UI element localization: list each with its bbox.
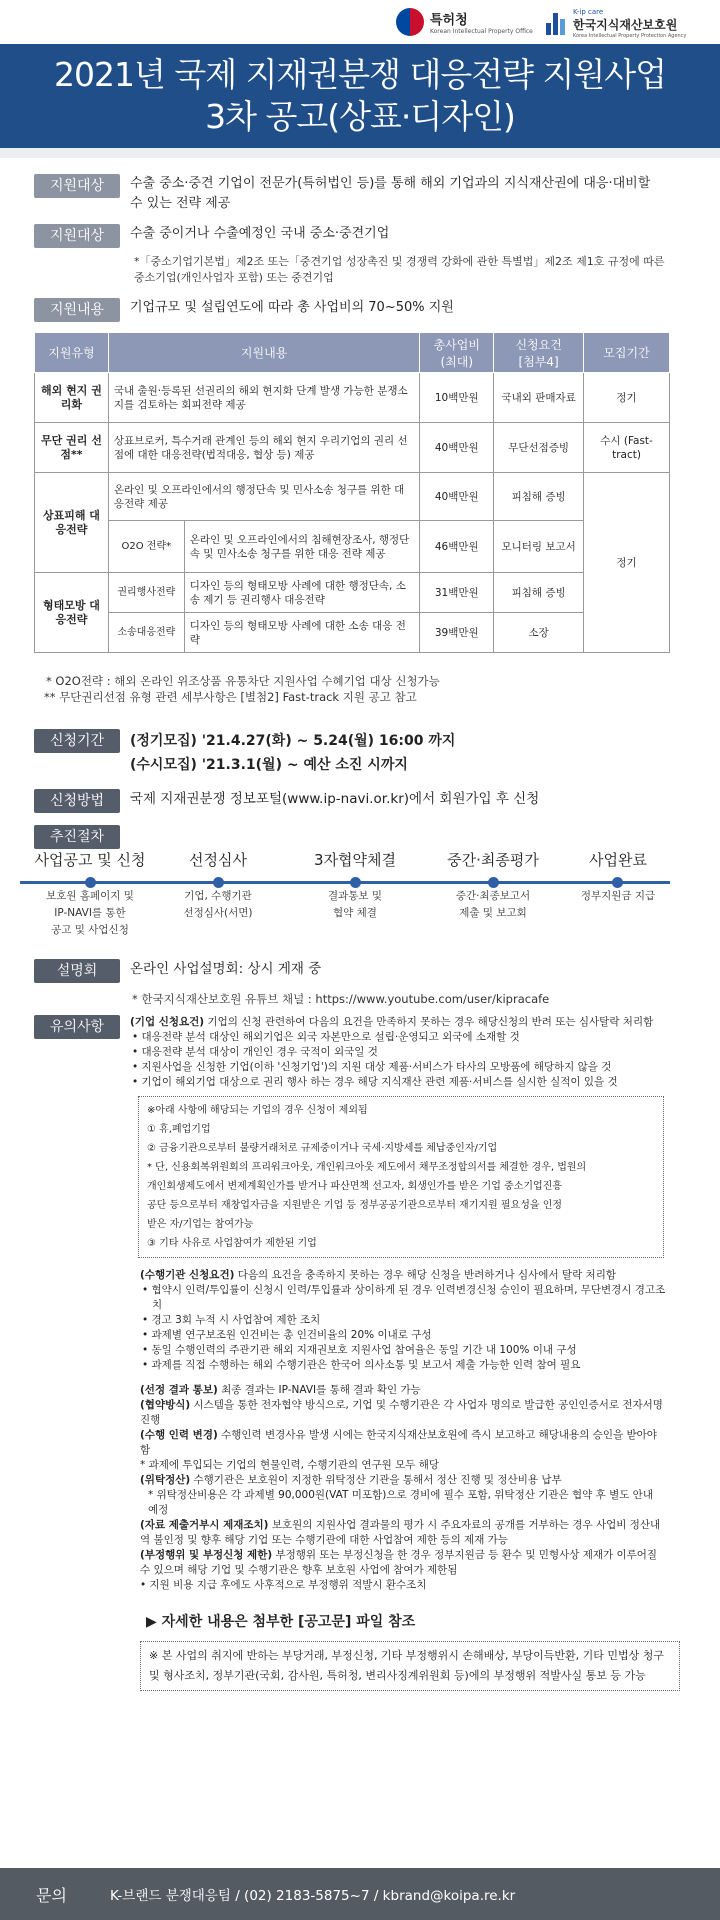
briefing-text: 온라인 사업설명회: 상시 게재 중	[130, 961, 322, 977]
cell-cost: 39백만원	[420, 613, 494, 653]
step-desc: 결과통보 및 협약 체결	[327, 890, 383, 919]
koipa-mark-icon	[546, 13, 568, 35]
koipa-logo-small: K-ip care	[573, 8, 604, 16]
target2-text: 수출 중이거나 수출예정인 국내 중소·중견기업	[130, 226, 390, 241]
page-title-line2: 3차 공고(상표·디자인)	[205, 97, 515, 136]
cell-cost: 40백만원	[420, 423, 494, 473]
cell-period: 정기	[584, 373, 670, 423]
method-section	[34, 789, 686, 813]
cell-desc: 온라인 및 오프라인에서의 침해현장조사, 행정단속 및 민사소송 청구를 위한 대응 전략 제공	[184, 521, 420, 573]
agency-paragraph: (수행기관 신청요건) 다음의 요건을 충족하지 못하는 경우 해당 신청을 반려하거나 심사에서 탈락 처리함	[140, 1269, 616, 1281]
step-desc: 기업, 수행기관 선정심사(서면)	[183, 890, 253, 919]
th-content: 지원내용	[108, 333, 419, 373]
footer-contact: K-브랜드 분쟁대응팀 / (02) 2183-5875~7 / kbrand@koipa.re.kr	[110, 1888, 516, 1904]
req-bullet: • 기업이 해외기업 대상으로 권리 행사 하는 경우 해당 지식재산 관련 제품·서비스를 실시한 실적이 있을 것	[132, 1076, 618, 1088]
koipa-logo-en: Korea Intellectual Property Protection Agency	[573, 33, 687, 39]
cell-cost: 40백만원	[420, 473, 494, 521]
target2-note: *「중소기업기본법」제2조 또는「중견기업 성장촉진 및 경쟁력 강화에 관한 특별법」제2조 제1호 규정에 따른 중소기업(개인사업자 포함) 또는 중견기업	[134, 255, 665, 284]
table-row	[35, 473, 670, 521]
agency-bullet: • 동일 수행인력의 주관기관 해외 지재권보호 지원사업 참여율은 동일 기간 내 100% 이내 구성	[142, 1344, 577, 1356]
process-section	[34, 825, 686, 849]
exclusion-note: 공단 등으로부터 재창업자금을 지원받은 기업 등 정부공공기관으로부터 재기지원 필요성을 인정	[147, 1200, 563, 1211]
cell-cost: 46백만원	[420, 521, 494, 573]
kipo-logo-name: 특허청	[430, 13, 468, 28]
penalty-box: ※ 본 사업의 취지에 반하는 부당거래, 부정신청, 기타 부정행위시 손해배상, 부당이득반환, 기타 민법상 청구 및 형사조치, 정부기관(국회, 감사원, 특허청, 변리사징계위원회 등)에의 부정행위 적발사실 통보 등 가능	[140, 1641, 680, 1691]
other-notices	[140, 1383, 666, 1593]
step-title: 중간·최종평가	[447, 851, 539, 869]
cell-desc: 온라인 및 오프라인에서의 행정단속 및 민사소송 청구를 위한 대응전략 제공	[108, 473, 419, 521]
table-note-1: * O2O전략 : 해외 온라인 위조상품 유통차단 지원사업 수혜기업 대상 신청가능	[46, 674, 440, 688]
sanction-notice: (자료 제출거부시 제재조치) 보호원의 지원사업 결과물의 평가 시 주요자료의 공개를 거부하는 경우 사업비 정산내역 불인정 및 향후 해당 기업 또는 수행기관에 대한 사업참여 제한 등의 제재 가능	[140, 1519, 661, 1546]
step-desc: 보호원 홈페이지 및 IP-NAVI를 통한 공고 및 사업신청	[46, 890, 134, 936]
process-tag: 추진절차	[34, 825, 120, 849]
briefing-youtube: * 한국지식재산보호원 유튜브 채널 : https://www.youtube.com/user/kipracafe	[132, 992, 550, 1006]
briefing-section	[34, 959, 686, 983]
process-step	[20, 849, 160, 939]
fraud-notice: (부정행위 및 부정신청 제한) 부정행위 또는 부정신청을 한 경우 정부지원금 등 환수 및 민형사상 제재가 이루어질 수 있으며 해당 기업 및 수행기관은 향후 보호원 사업에 참여가 제한됨	[140, 1549, 658, 1576]
step-title: 3자협약체결	[314, 851, 396, 869]
agreement-notice: (협약방식) 시스템을 통한 전자협약 방식으로, 기업 및 수행기관은 각 사업자 명의로 발급한 공인인증서로 전자서명 진행	[140, 1399, 663, 1426]
target1-section	[34, 174, 686, 214]
cell-desc: 국내 출원·등록된 선권리의 해외 현지화 단계 발생 가능한 분쟁소지를 검토하는 회피전략 제공	[108, 373, 419, 423]
cell-subtype: 권리행사전략	[108, 573, 184, 613]
cell-type: 무단 권리 선점**	[35, 423, 109, 473]
notice-section	[34, 1015, 686, 1090]
table-row	[35, 423, 670, 473]
table-header-row	[35, 333, 670, 373]
table-row	[35, 521, 670, 573]
exclusion-title: ※아래 사항에 해당되는 기업의 경우 신청이 제외됨	[147, 1105, 368, 1116]
briefing-tag: 설명회	[34, 959, 120, 983]
cell-cost: 31백만원	[420, 573, 494, 613]
content-text: 기업규모 및 설립연도에 따라 총 사업비의 70~50% 지원	[130, 300, 454, 315]
notice-body	[130, 1015, 660, 1090]
target2-tag: 지원대상	[34, 224, 120, 248]
table-note-2: ** 무단권리선점 유형 관련 세부사항은 [별첨2] Fast-track 지원 공고 참고	[44, 690, 417, 704]
exclusion-box	[138, 1096, 664, 1258]
cell-desc: 디자인 등의 형태모방 사례에 대한 행정단속, 소송 제기 등 권리행사 대응전략	[184, 573, 420, 613]
exclusion-note: * 단, 신용회복위원회의 프리워크아웃, 개인워크아웃 제도에서 채무조정합의서를 체결한 경우, 법원의	[147, 1162, 587, 1173]
more-info: ▶ 자세한 내용은 첨부한 [공고문] 파일 참조	[146, 1614, 416, 1630]
cell-req: 소장	[494, 613, 584, 653]
exclusion-item: ③ 기타 사유로 사업참여가 제한된 기업	[147, 1238, 317, 1249]
cell-req: 무단선점증빙	[494, 423, 584, 473]
req-bullet: • 대응전략 분석 대상이 개인인 경우 국적이 외국일 것	[132, 1046, 378, 1058]
req-paragraph: (기업 신청요건) 기업의 신청 관련하여 다음의 요건을 만족하지 못하는 경우 해당신청의 반려 또는 심사탈락 처리함	[130, 1016, 654, 1028]
cell-req: 모니터링 보고서	[494, 521, 584, 573]
step-title: 선정심사	[189, 851, 247, 869]
agency-bullet: • 과제별 연구보조원 인건비는 총 인건비율의 20% 이내로 구성	[142, 1329, 432, 1341]
cell-cost: 10백만원	[420, 373, 494, 423]
process-step	[565, 849, 671, 905]
th-requirement: 신청요건 [첨부4]	[494, 333, 584, 373]
cell-period: 수시 (Fast-tract)	[584, 423, 670, 473]
cell-type: 상표피해 대응전략	[35, 473, 109, 573]
table-row	[35, 573, 670, 613]
period-section	[34, 729, 686, 777]
content-section	[34, 298, 686, 322]
process-step	[295, 849, 415, 922]
cell-subtype: 소송대응전략	[108, 613, 184, 653]
cell-desc: 상표브로커, 특수거래 관계인 등의 해외 현지 우리기업의 권리 선점에 대한 대응전략(법적대응, 협상 등) 제공	[108, 423, 419, 473]
cell-type: 형태모방 대응전략	[35, 573, 109, 653]
period-rolling: (수시모집) '21.3.1(월) ~ 예산 소진 시까지	[130, 757, 408, 773]
agency-requirements	[140, 1268, 666, 1373]
th-type: 지원유형	[35, 333, 109, 373]
title-banner	[0, 44, 720, 148]
staff-change-note: * 과제에 투입되는 기업의 현물인력, 수행기관의 연구원 모두 해당	[140, 1459, 440, 1471]
target1-tag: 지원대상	[34, 174, 120, 198]
period-tag: 신청기간	[34, 729, 120, 753]
kipo-logo	[396, 6, 533, 38]
exclusion-note: 개인회생제도에서 변제계획인가를 받거나 파산면책 선고자, 회생인가를 받은 기업 중소기업진흥	[147, 1181, 563, 1192]
koipa-logo-name: 한국지식재산보호원	[573, 18, 678, 32]
req-bullet: • 대응전략 분석 대상인 해외기업은 외국 자본만으로 설립·운영되고 외국에 소재할 것	[132, 1031, 520, 1043]
cell-type: 해외 현지 권리화	[35, 373, 109, 423]
koipa-logo	[546, 8, 686, 39]
cell-desc: 디자인 등의 형태모방 사례에 대한 소송 대응 전략	[184, 613, 420, 653]
process-step	[158, 849, 278, 922]
footer	[0, 1868, 720, 1920]
step-title: 사업공고 및 신청	[34, 851, 146, 869]
top-bar	[0, 0, 720, 44]
cell-subtype: O2O 전략*	[108, 521, 184, 573]
divider-band	[0, 148, 720, 158]
table-row	[35, 613, 670, 653]
agency-bullet: • 경고 3회 누적 시 사업참여 제한 조치	[142, 1314, 321, 1326]
staff-change-notice: (수행 인력 변경) 수행인력 변경사유 발생 시에는 한국지식재산보호원에 즉시 보고하고 해당내용의 승인을 받아야 함	[140, 1429, 657, 1456]
exclusion-item: ② 금융기관으로부터 불량거래처로 규제중이거나 국세·지방세를 체납중인자/기업	[147, 1143, 498, 1154]
cell-req: 피침해 증빙	[494, 473, 584, 521]
kipo-seal-icon	[396, 8, 424, 36]
settlement-note: * 위탁정산비용은 각 과제별 90,000원(VAT 미포함)으로 경비에 필수 포함, 위탁정산 기관은 협약 후 별도 안내 예정	[148, 1489, 653, 1516]
notice-tag: 유의사항	[34, 1015, 120, 1039]
target1-text: 수출 중소·중견 기업이 전문가(특허법인 등)를 통해 해외 기업과의 지식재산권에 대응·대비할 수 있는 전략 제공	[130, 176, 651, 211]
method-tag: 신청방법	[34, 789, 120, 813]
exclusion-item: ① 휴,폐업기업	[147, 1124, 211, 1135]
th-period: 모집기간	[584, 333, 670, 373]
main-content	[0, 174, 720, 1691]
support-table	[34, 332, 670, 653]
process-step	[433, 849, 553, 922]
step-title: 사업완료	[589, 851, 647, 869]
method-text: 국제 지재권분쟁 정보포털(www.ip-navi.or.kr)에서 회원가입 후 신청	[130, 791, 540, 807]
kipo-logo-en: Korean Intellectual Property Office	[430, 28, 533, 35]
exclusion-note: 받은 자/기업는 참여가능	[147, 1219, 254, 1230]
step-desc: 정부지원금 지급	[580, 890, 656, 902]
agency-bullet: • 협약시 인력/투입률이 신청시 인력/투입률과 상이하게 된 경우 인력변경신청 승인이 필요하며, 무단변경시 경고조치	[142, 1284, 666, 1311]
content-tag: 지원내용	[34, 298, 120, 322]
th-cost: 총사업비 (최대)	[420, 333, 494, 373]
process-steps	[20, 849, 686, 945]
page-title-line1: 2021년 국제 지재권분쟁 대응전략 지원사업	[54, 55, 666, 94]
req-bullet: • 지원사업을 신청한 기업(이하 '신청기업')의 지원 대상 제품·서비스가 타사의 모방품에 해당하지 않을 것	[132, 1061, 612, 1073]
step-desc: 중간·최종보고서 제출 및 보고회	[455, 890, 531, 919]
target2-section	[34, 224, 686, 248]
fraud-note: • 지원 비용 지급 후에도 사후적으로 부정행위 적발시 환수조치	[140, 1579, 427, 1591]
cell-period: 정기	[584, 473, 670, 653]
footer-label: 문의	[36, 1885, 67, 1905]
agency-bullet: • 과제를 직접 수행하는 해외 수행기관은 한국어 의사소통 및 보고서 제출 가능한 인력 참여 필요	[142, 1359, 581, 1371]
period-regular: (정기모집) '21.4.27(화) ~ 5.24(월) 16:00 까지	[130, 733, 456, 749]
result-notice: (선정 결과 통보) 최종 결과는 IP-NAVI를 통해 결과 확인 가능	[140, 1384, 421, 1396]
settlement-notice: (위탁정산) 수행기관은 보호원이 지정한 위탁정산 기관을 통해서 정산 진행 및 정산비용 납부	[140, 1474, 562, 1486]
table-row	[35, 373, 670, 423]
cell-req: 피침해 증빙	[494, 573, 584, 613]
cell-req: 국내외 판매자료	[494, 373, 584, 423]
